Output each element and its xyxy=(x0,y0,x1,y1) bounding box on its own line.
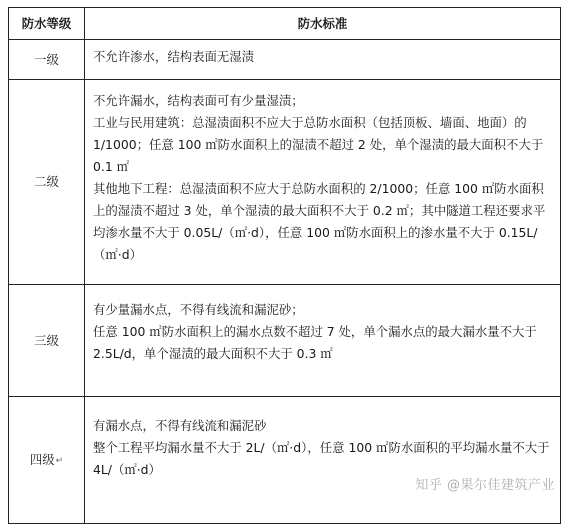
standard-line: 不允许渗水，结构表面无湿渍 xyxy=(93,49,255,64)
level-label: 三级 xyxy=(34,332,59,348)
standard-cell xyxy=(85,80,561,285)
level-cell xyxy=(9,80,85,285)
return-mark-icon: ↵ xyxy=(55,455,64,466)
table-header-row xyxy=(9,8,561,40)
level-label: 一级 xyxy=(34,51,59,67)
header-standard: 防水标准 xyxy=(85,8,561,40)
standard-cell xyxy=(85,397,561,524)
standard-line: 有少量漏水点，不得有线流和漏泥砂； xyxy=(93,302,304,317)
table-row xyxy=(9,40,561,80)
standard-line: 其他地下工程：总湿渍面积不应大于总防水面积的 2/1000；任意 100 ㎡防水面积上的湿渍不超过 3 处，单个湿渍的最大面积不大于 0.2 ㎡；其中隧道工程还要求平均渗水量不大于 0.05L/（㎡·d），任意 100 ㎡防水面积上的渗水量不大于 0.15L/（㎡·d） xyxy=(93,181,546,262)
watermark: 知乎 @果尔佳建筑产业 xyxy=(415,478,555,493)
level-label: 四级 xyxy=(29,451,55,467)
standard-line: 整个工程平均漏水量不大于 2L/（㎡·d），任意 100 ㎡防水面积的平均漏水量不大于 4L/（㎡·d） xyxy=(93,440,550,477)
standard-line: 有漏水点，不得有线流和漏泥砂 xyxy=(93,418,267,433)
table-row xyxy=(9,397,561,524)
waterproof-grade-document xyxy=(8,7,560,524)
standard-cell xyxy=(85,285,561,397)
waterproof-grade-table xyxy=(8,7,561,524)
standard-line: 任意 100 ㎡防水面积上的漏水点数不超过 7 处，单个漏水点的最大漏水量不大于 2.5L/d，单个湿渍的最大面积不大于 0.3 ㎡ xyxy=(93,324,537,361)
table-row xyxy=(9,80,561,285)
standard-line: 工业与民用建筑：总湿渍面积不应大于总防水面积（包括顶板、墙面、地面）的 1/1000；任意 100 ㎡防水面积上的湿渍不超过 2 处，单个湿渍的最大面积不大于 0.1 ㎡ xyxy=(93,115,544,174)
standard-cell xyxy=(85,40,561,80)
level-cell xyxy=(9,40,85,80)
table-row xyxy=(9,285,561,397)
standard-line: 不允许漏水，结构表面可有少量湿渍； xyxy=(93,93,304,108)
level-cell xyxy=(9,285,85,397)
level-cell xyxy=(9,397,85,524)
level-label: 二级 xyxy=(34,174,59,189)
header-level: 防水等级 xyxy=(9,8,85,40)
